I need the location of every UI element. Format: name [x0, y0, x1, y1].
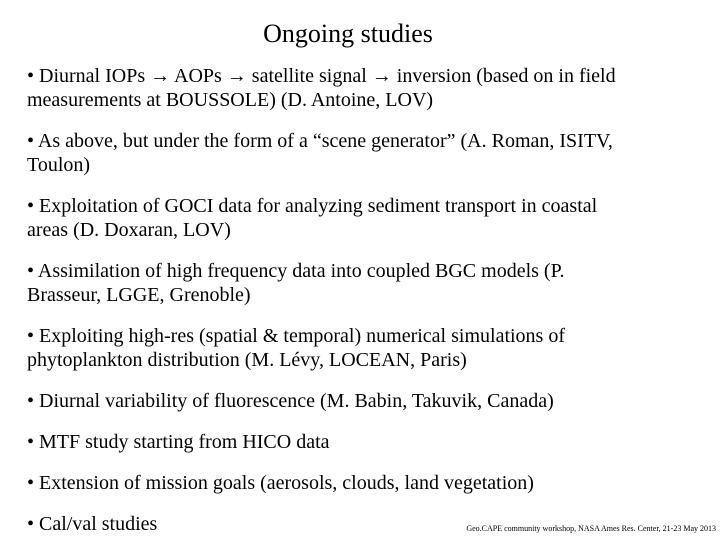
slide-title: Ongoing studies — [263, 19, 433, 48]
bullet-line: • Extension of mission goals (aerosols, clouds, land vegetation) — [27, 472, 534, 494]
bullet-line: measurements at BOUSSOLE) (D. Antoine, LOV) — [27, 89, 434, 111]
bullet-line: • Exploiting high-res (spatial & temporal) numerical simulations of — [27, 325, 565, 347]
bullet-line: • Diurnal variability of fluorescence (M. Babin, Takuvik, Canada) — [27, 390, 554, 412]
bullet-item — [27, 64, 697, 112]
bullet-line: • Diurnal IOPs → AOPs → satellite signal → inversion (based on in field — [27, 65, 616, 87]
bullet-item — [27, 129, 697, 177]
bullet-item — [27, 430, 697, 454]
bullet-item — [27, 389, 697, 413]
bullet-line: Brasseur, LGGE, Grenoble) — [27, 284, 251, 306]
slide-footer: Geo.CAPE community workshop, NASA Ames Res. Center, 21-23 May 2013 — [466, 524, 716, 533]
bullet-line: • As above, but under the form of a “scene generator” (A. Roman, ISITV, — [27, 130, 613, 152]
bullet-line: phytoplankton distribution (M. Lévy, LOCEAN, Paris) — [27, 349, 467, 371]
bullet-line: • MTF study starting from HICO data — [27, 431, 330, 453]
bullet-line: areas (D. Doxaran, LOV) — [27, 219, 231, 241]
bullet-item — [27, 324, 697, 372]
bullet-line: • Cal/val studies — [27, 513, 158, 535]
bullet-line: Toulon) — [27, 154, 91, 176]
bullet-line: • Exploitation of GOCI data for analyzing sediment transport in coastal — [27, 195, 598, 217]
bullet-item — [27, 471, 697, 495]
bullet-list — [27, 64, 697, 553]
bullet-item — [27, 194, 697, 242]
bullet-line: • Assimilation of high frequency data into coupled BGC models (P. — [27, 260, 565, 282]
bullet-item — [27, 259, 697, 307]
